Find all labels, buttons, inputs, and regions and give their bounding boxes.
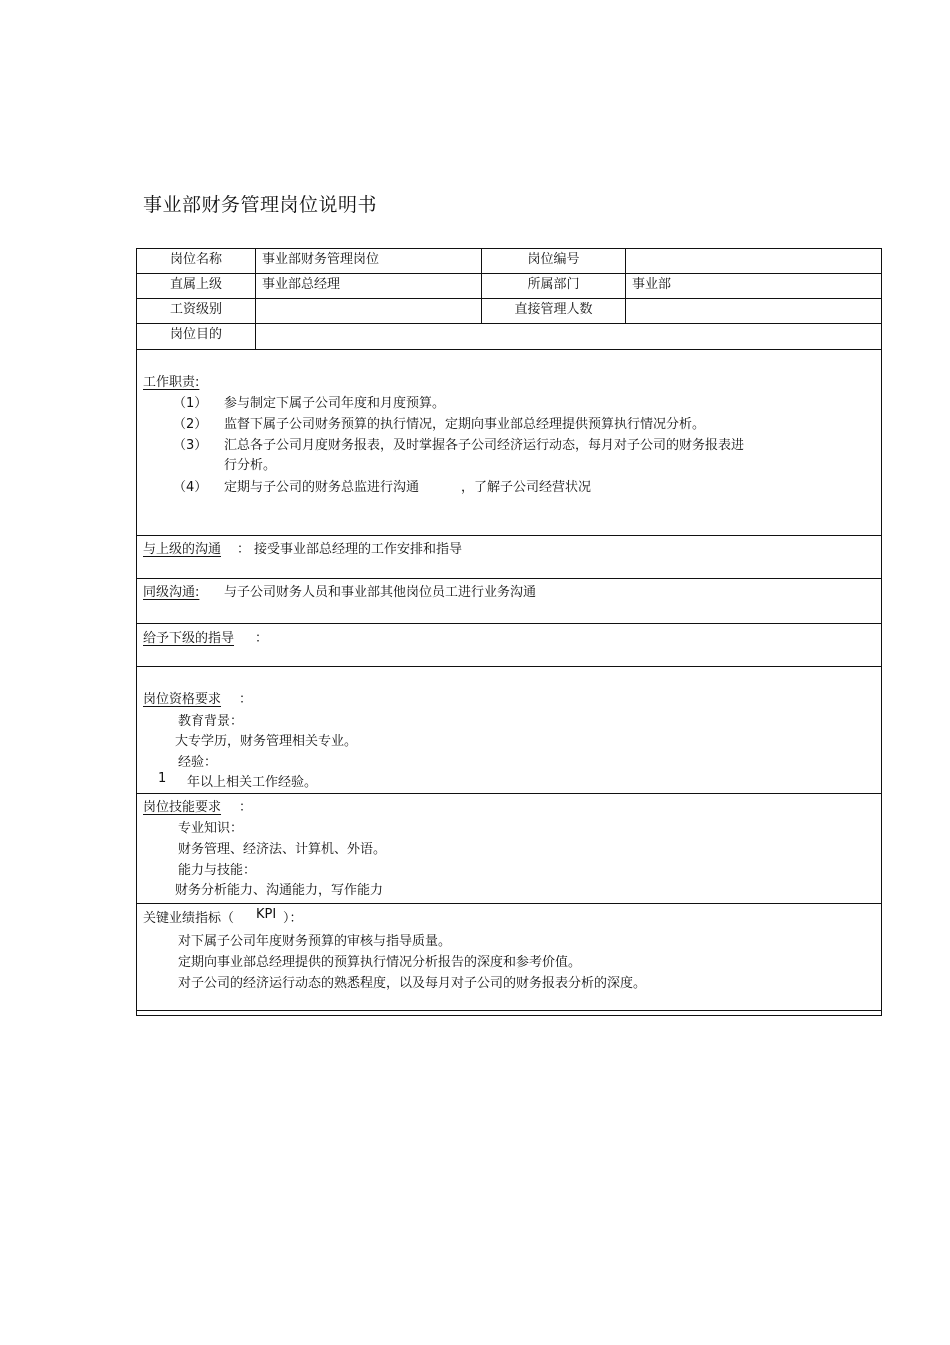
experience-years: 1 <box>158 771 167 786</box>
ability-label: 能力与技能： <box>178 863 257 878</box>
kpi-item: 定期向事业部总经理提供的预算执行情况分析报告的深度和参考价值。 <box>178 955 582 970</box>
section-qualifications <box>137 667 881 794</box>
section-guidance <box>137 624 881 667</box>
label-department: 所属部门 <box>481 274 625 298</box>
duty-text: 定期与子公司的财务总监进行沟通 <box>224 480 420 495</box>
duty-number: （1） <box>173 396 208 411</box>
label-position-purpose: 岗位目的 <box>169 327 222 342</box>
duty-text-tail: ，了解子公司经营状况 <box>461 480 592 495</box>
experience-value: 年以上相关工作经验。 <box>187 775 318 790</box>
duty-number: （2） <box>173 417 208 432</box>
section-skills <box>137 794 881 904</box>
row-position-purpose <box>137 324 881 350</box>
job-description-form <box>136 248 882 1016</box>
comm-superior-label: 与上级的沟通 <box>143 542 222 557</box>
label-salary-grade: 工资级别 <box>169 302 222 317</box>
kpi-item: 对下属子公司年度财务预算的审核与指导质量。 <box>178 934 452 949</box>
duty-text: 监督下属子公司财务预算的执行情况，定期向事业部总经理提供预算执行情况分析。 <box>224 417 706 432</box>
value-direct-reports <box>625 299 881 323</box>
education-value: 大专学历，财务管理相关专业。 <box>175 734 358 749</box>
value-department: 事业部 <box>625 274 881 298</box>
value-supervisor: 事业部总经理 <box>255 274 481 298</box>
duty-text-continued: 行分析。 <box>224 458 277 473</box>
value-position-code <box>625 249 881 273</box>
label-supervisor: 直属上级 <box>169 277 222 292</box>
skills-label: 岗位技能要求 <box>143 800 222 815</box>
value-position-purpose <box>255 324 881 349</box>
ability-value: 财务分析能力、沟通能力，写作能力 <box>175 883 384 898</box>
comm-peer-text: 与子公司财务人员和事业部其他岗位员工进行业务沟通 <box>224 585 537 600</box>
section-kpi <box>137 904 881 1011</box>
kpi-label-prefix: 关键业绩指标（ <box>143 911 235 926</box>
comm-superior-separator: ： <box>237 542 251 557</box>
experience-label: 经验： <box>178 755 218 770</box>
row-position-name <box>137 249 881 274</box>
row-supervisor <box>137 274 881 299</box>
duty-text: 汇总各子公司月度财务报表，及时掌握各子公司经济运行动态，每月对子公司的财务报表进 <box>224 438 745 453</box>
section-duties <box>137 350 881 536</box>
qualifications-separator: ： <box>239 692 253 707</box>
value-position-name: 事业部财务管理岗位 <box>255 249 481 273</box>
document-title: 事业部财务管理岗位说明书 <box>143 194 378 216</box>
duty-number: （4） <box>173 480 208 495</box>
label-position-code: 岗位编号 <box>481 249 625 273</box>
qualifications-label: 岗位资格要求 <box>143 692 222 707</box>
duty-number: （3） <box>173 438 208 453</box>
duties-heading: 工作职责: <box>143 375 200 390</box>
education-label: 教育背景： <box>178 714 244 729</box>
guidance-label: 给予下级的指导 <box>143 631 235 646</box>
knowledge-label: 专业知识： <box>178 821 244 836</box>
label-direct-reports: 直接管理人数 <box>481 299 625 323</box>
kpi-label-suffix: ）： <box>283 911 303 926</box>
skills-separator: ： <box>239 800 253 815</box>
kpi-item: 对子公司的经济运行动态的熟悉程度，以及每月对子公司的财务报表分析的深度。 <box>178 976 647 991</box>
knowledge-value: 财务管理、经济法、计算机、外语。 <box>178 842 387 857</box>
comm-peer-label: 同级沟通: <box>143 585 200 600</box>
duty-text: 参与制定下属子公司年度和月度预算。 <box>224 396 446 411</box>
guidance-separator: ： <box>255 631 269 646</box>
section-comm-superior <box>137 536 881 579</box>
label-position-name: 岗位名称 <box>169 252 222 267</box>
section-comm-peer <box>137 579 881 624</box>
comm-superior-text: 接受事业部总经理的工作安排和指导 <box>254 542 463 557</box>
kpi-label-abbr: KPI <box>256 907 277 922</box>
value-salary-grade <box>255 299 481 323</box>
row-salary-grade <box>137 299 881 324</box>
